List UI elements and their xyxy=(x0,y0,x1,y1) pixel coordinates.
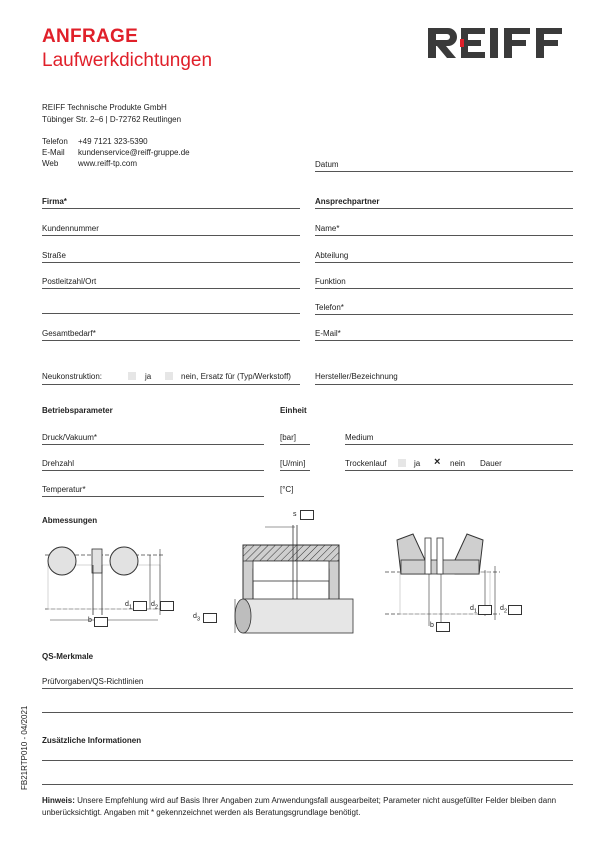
company-name: REIFF Technische Produkte GmbH xyxy=(42,103,167,112)
neukonstruktion-label: Neukonstruktion: xyxy=(42,372,103,381)
abmessungen-title: Abmessungen xyxy=(42,516,98,525)
strasse-field[interactable] xyxy=(42,262,300,263)
email-label: E-Mail* xyxy=(315,329,341,338)
d1-input-2[interactable] xyxy=(478,605,492,615)
hersteller-label: Hersteller/Bezeichnung xyxy=(315,372,398,381)
hint-text xyxy=(42,795,572,819)
b-input-1[interactable] xyxy=(94,617,108,627)
gesamtbedarf-label: Gesamtbedarf* xyxy=(42,329,96,338)
funktion-label: Funktion xyxy=(315,277,346,286)
abteilung-label: Abteilung xyxy=(315,251,349,260)
b-input-2[interactable] xyxy=(436,622,450,632)
firma-label: Firma* xyxy=(42,197,67,206)
d2-input[interactable] xyxy=(160,601,174,611)
trockenlauf-ja-label: ja xyxy=(414,459,421,468)
company-address: Tübinger Str. 2–6 | D-72762 Reutlingen xyxy=(42,115,182,124)
neukonstruktion-nein-checkbox[interactable] xyxy=(165,372,173,380)
temperatur-unit: [°C] xyxy=(280,485,294,494)
zusatz-field-1[interactable] xyxy=(42,760,573,761)
diagram-vseal xyxy=(385,530,525,635)
firma-field[interactable] xyxy=(42,208,300,209)
email-field[interactable] xyxy=(315,340,573,341)
funktion-field[interactable] xyxy=(315,288,573,289)
drehzahl-unit: [U/min] xyxy=(280,459,306,468)
form-code: FB21RTP010 - 04/2021 xyxy=(20,705,29,790)
trockenlauf-ja-checkbox[interactable] xyxy=(398,459,406,467)
ansprechpartner-label: Ansprechpartner xyxy=(315,197,380,206)
datum-field[interactable] xyxy=(315,171,573,172)
druck-unit-line xyxy=(280,444,310,445)
d2-label-2: $d_2$ xyxy=(500,605,508,615)
kundennummer-label: Kundennummer xyxy=(42,224,99,233)
druck-unit: [bar] xyxy=(280,433,297,442)
zusatz-field-2[interactable] xyxy=(42,784,573,785)
neukonstruktion-ja-checkbox[interactable] xyxy=(128,372,136,380)
contact-web[interactable]: www.reiff-tp.com xyxy=(78,159,137,168)
medium-field[interactable] xyxy=(345,444,573,445)
telefon-label: Telefon* xyxy=(315,303,344,312)
diagram-oring xyxy=(40,535,180,635)
hint-label: Hinweis: xyxy=(42,796,75,805)
druck-field[interactable] xyxy=(42,444,264,445)
d1-label: $d_1$ xyxy=(125,601,133,611)
kundennummer-field[interactable] xyxy=(42,235,300,236)
einheit-title: Einheit xyxy=(280,406,307,415)
s-label: s xyxy=(293,511,297,518)
b-label-1: b xyxy=(88,617,92,624)
dauer-label: Dauer xyxy=(480,459,502,468)
s-input[interactable] xyxy=(300,510,314,520)
medium-label: Medium xyxy=(345,433,374,442)
zusatz-title: Zusätzliche Informationen xyxy=(42,736,142,745)
d3-label: $d_3$ xyxy=(193,613,201,623)
neukonstruktion-ja-label: ja xyxy=(145,372,152,381)
reiff-logo xyxy=(428,28,573,63)
plz-ort-label: Postleitzahl/Ort xyxy=(42,277,97,286)
hint-body: Unsere Empfehlung wird auf Basis Ihrer Angaben zum Anwendungsfall ausgearbeitet; Parameter nicht ausgefüllter Felder bleiben dann unberücksichtigt. Angaben mit * gekennzeichnet werden als Beratungsgrundlage benötigt. xyxy=(42,796,557,817)
trockenlauf-field[interactable] xyxy=(345,470,573,471)
telefon-field[interactable] xyxy=(315,314,573,315)
d1-label-2: $d_1$ xyxy=(470,605,478,615)
datum-label: Datum xyxy=(315,160,339,169)
trockenlauf-nein-checkbox[interactable]: × xyxy=(434,456,441,468)
neukonstruktion-field[interactable] xyxy=(42,384,300,385)
name-field[interactable] xyxy=(315,235,573,236)
contact-label-phone: Telefon xyxy=(42,137,68,146)
diagram-housing xyxy=(195,505,365,635)
temperatur-field[interactable] xyxy=(42,496,264,497)
page-subtitle: Laufwerkdichtungen xyxy=(42,50,213,71)
b-label-2: b xyxy=(430,622,434,629)
d2-input-2[interactable] xyxy=(508,605,522,615)
name-label: Name* xyxy=(315,224,340,233)
d1-input[interactable] xyxy=(133,601,147,611)
pruef-field[interactable] xyxy=(42,688,573,689)
contact-label-email: E-Mail xyxy=(42,148,65,157)
temperatur-label: Temperatur* xyxy=(42,485,86,494)
plz-ort-field-2[interactable] xyxy=(42,313,300,314)
contact-phone: +49 7121 323-5390 xyxy=(78,137,148,146)
drehzahl-unit-line xyxy=(280,470,310,471)
abteilung-field[interactable] xyxy=(315,262,573,263)
plz-ort-field[interactable] xyxy=(42,288,300,289)
pruef-label: Prüfvorgaben/QS-Richtlinien xyxy=(42,677,144,686)
drehzahl-field[interactable] xyxy=(42,470,264,471)
d2-label: $d_2$ xyxy=(151,601,159,611)
trockenlauf-label: Trockenlauf xyxy=(345,459,387,468)
page-title: ANFRAGE xyxy=(42,26,139,47)
trockenlauf-nein-label: nein xyxy=(450,459,466,468)
neukonstruktion-nein-label: nein, Ersatz für (Typ/Werkstoff) xyxy=(181,372,291,381)
drehzahl-label: Drehzahl xyxy=(42,459,75,468)
pruef-field-2[interactable] xyxy=(42,712,573,713)
contact-email[interactable]: kundenservice@reiff-gruppe.de xyxy=(78,148,190,157)
contact-label-web: Web xyxy=(42,159,59,168)
d3-input[interactable] xyxy=(203,613,217,623)
strasse-label: Straße xyxy=(42,251,67,260)
druck-label: Druck/Vakuum* xyxy=(42,433,97,442)
gesamtbedarf-field[interactable] xyxy=(42,340,300,341)
ansprechpartner-field[interactable] xyxy=(315,208,573,209)
hersteller-field[interactable] xyxy=(315,384,573,385)
qs-title: QS-Merkmale xyxy=(42,652,94,661)
betriebsparameter-title: Betriebsparameter xyxy=(42,406,113,415)
